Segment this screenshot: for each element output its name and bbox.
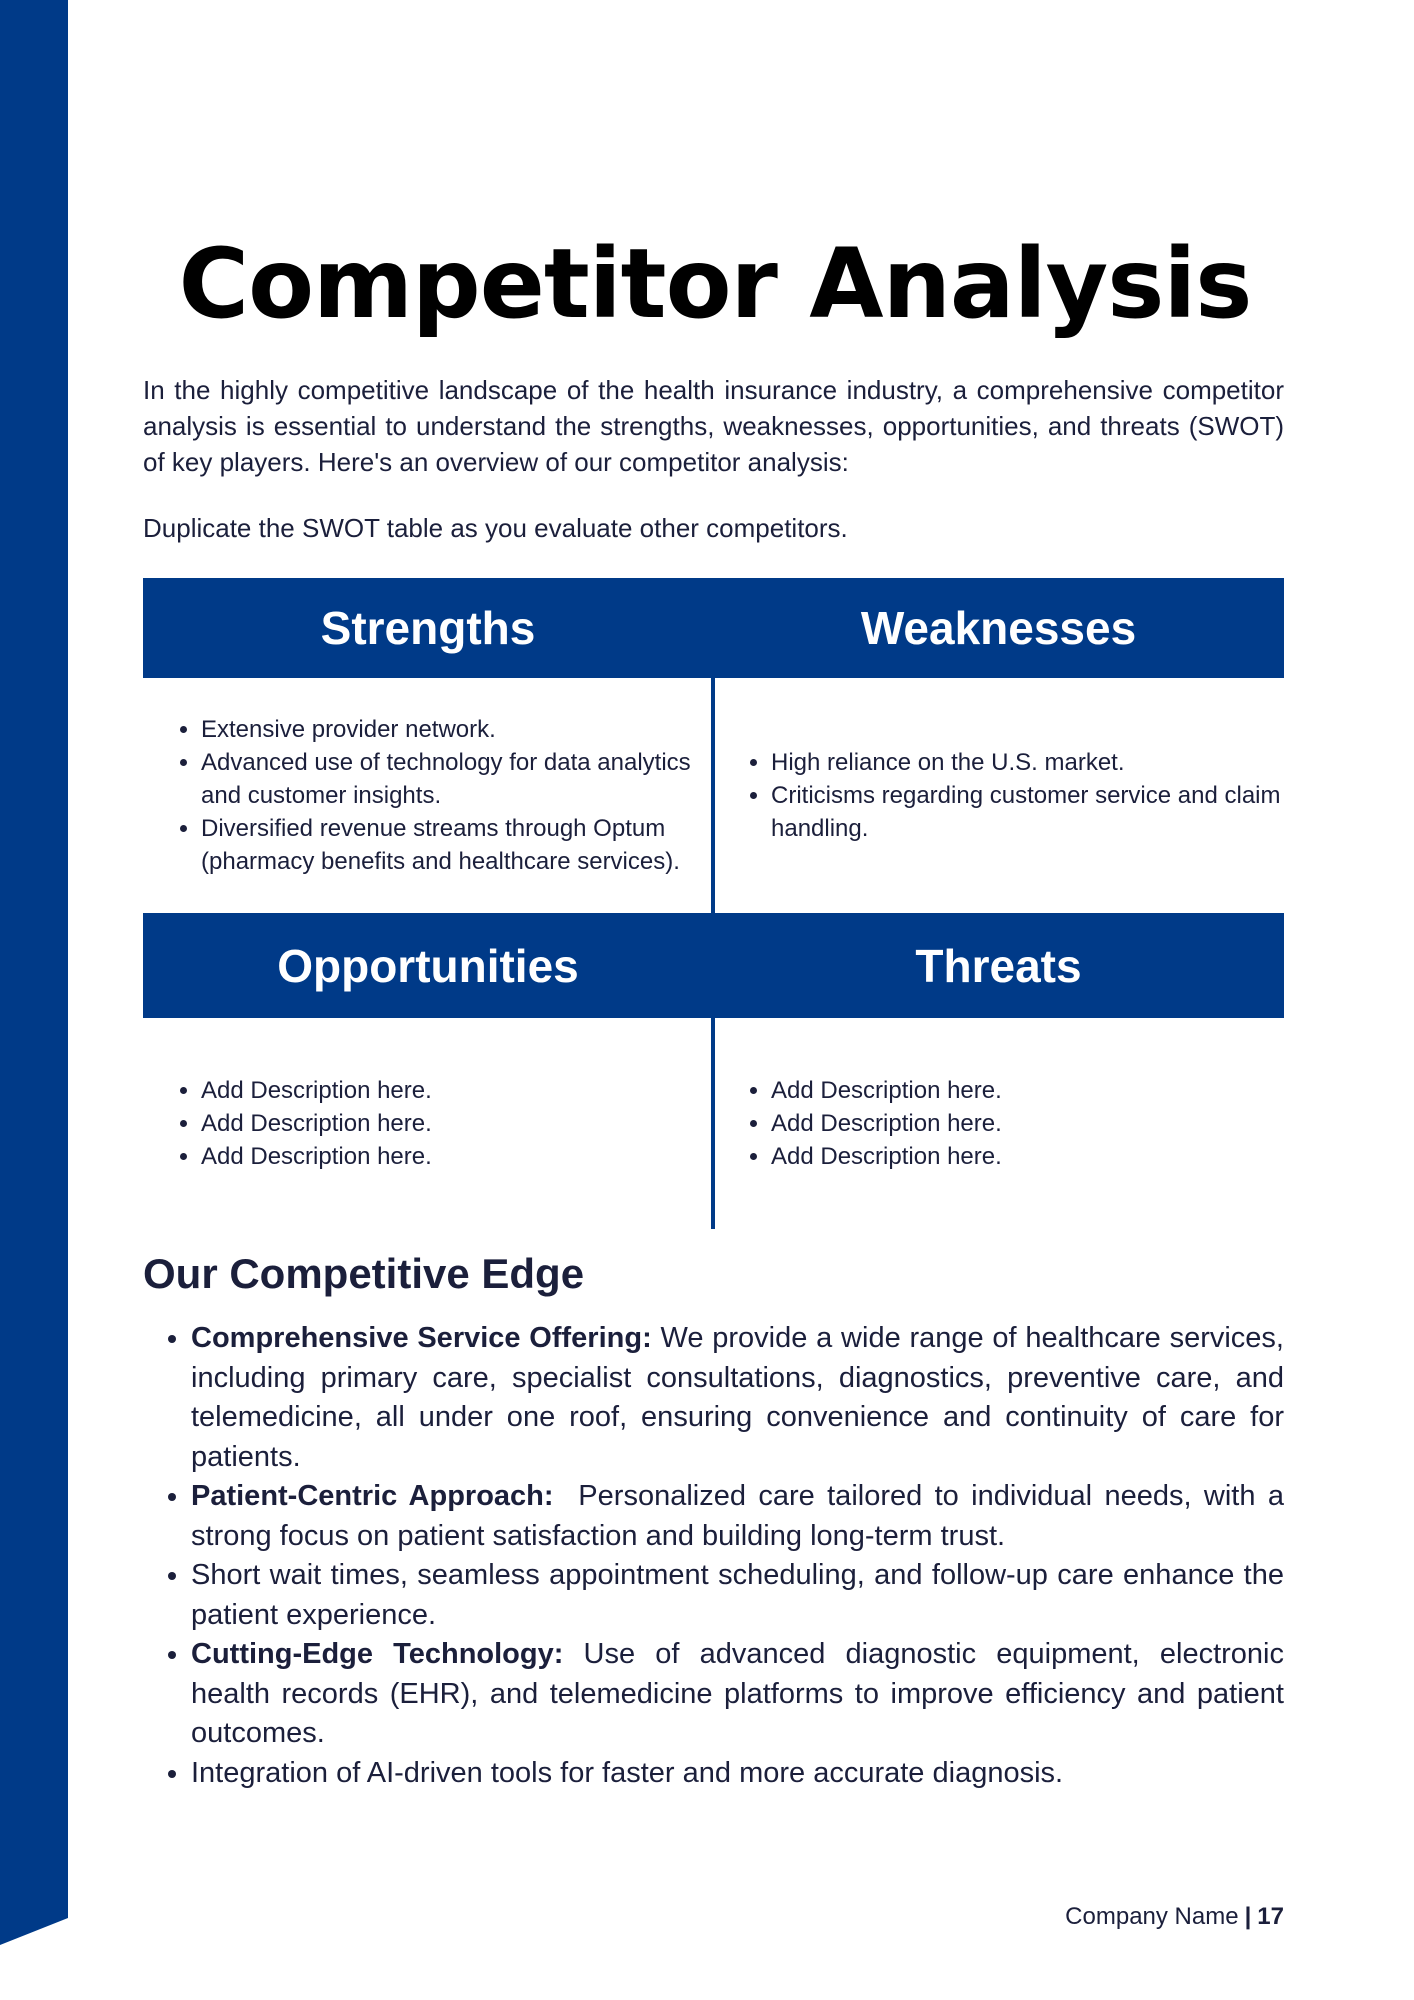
threats-item: • Add Description here. — [771, 1074, 1002, 1107]
edge-item — [191, 1477, 1293, 1556]
swot-divider-bottom — [711, 1018, 715, 1229]
opportunities-cell — [143, 1018, 713, 1229]
competitive-edge-heading: Our Competitive Edge — [143, 1250, 585, 1297]
strengths-item: • Extensive provider network. — [201, 713, 713, 746]
edge-item-label: Comprehensive Service Offering: — [191, 1322, 652, 1354]
edge-item-text: Short wait times, seamless appointment scheduling, and follow-up care enhance the patient experience. — [191, 1559, 1284, 1631]
edge-item — [191, 1635, 1284, 1754]
page-footer — [1065, 1902, 1284, 1932]
weaknesses-heading: Weaknesses — [860, 602, 1137, 654]
edge-item-label: Patient-Centric Approach: — [191, 1480, 554, 1512]
threats-cell — [713, 1018, 1284, 1229]
edge-item-text: Integration of AI-driven tools for faster and more accurate diagnosis. — [191, 1756, 1064, 1789]
opportunities-item: • Add Description here. — [201, 1074, 432, 1107]
strengths-item: • Diversified revenue streams through Optum (pharmacy benefits and healthcare services). — [201, 812, 713, 878]
threats-item: • Add Description here. — [771, 1107, 1002, 1140]
footer-separator: | — [1244, 1903, 1252, 1930]
threats-item: • Add Description here. — [771, 1140, 1002, 1173]
intro-paragraph: In the highly competitive landscape of the health insurance industry, a comprehensive competitor analysis is essential to understand the strengths, weaknesses, opportunities, and threats (SWOT) of key players. Here's an overview of our competitor analysis: — [143, 375, 1284, 477]
weaknesses-list — [713, 746, 1284, 845]
duplicate-note: Duplicate the SWOT table as you evaluate other competitors. — [143, 513, 848, 543]
weaknesses-cell — [713, 678, 1284, 913]
opportunities-item: • Add Description here. — [201, 1140, 432, 1173]
opportunities-heading: Opportunities — [277, 939, 579, 992]
footer-company-name: Company Name — [1065, 1903, 1239, 1930]
edge-item — [191, 1319, 1284, 1477]
threats-list — [713, 1074, 1002, 1173]
page-number: 17 — [1257, 1903, 1284, 1930]
strengths-cell — [143, 678, 713, 913]
swot-table — [143, 578, 1284, 1229]
strengths-list — [143, 713, 713, 878]
weaknesses-item: • Criticisms regarding customer service and claim handling. — [771, 779, 1284, 845]
edge-item-label: Cutting-Edge Technology: — [191, 1638, 564, 1670]
opportunities-header — [143, 913, 713, 1018]
competitive-edge-list — [143, 1319, 1293, 1793]
opportunities-item: • Add Description here. — [201, 1107, 432, 1140]
weaknesses-item: • High reliance on the U.S. market. — [771, 746, 1284, 779]
threats-heading: Threats — [915, 939, 1082, 992]
page-title: Competitor Analysis — [178, 228, 1252, 341]
swot-divider-top — [711, 678, 715, 913]
edge-item-text: Use of advanced diagnostic equipment, electronic health records (EHR), and telemedicine platforms to improve efficiency and patient outcomes. — [191, 1638, 1284, 1749]
weaknesses-header — [713, 578, 1284, 678]
edge-item — [191, 1556, 1284, 1635]
edge-item — [191, 1754, 1284, 1794]
edge-item-text: We provide a wide range of healthcare services, including primary care, specialist consultations, diagnostics, preventive care, and telemedicine, all under one roof, ensuring convenience and continuity of care for patients. — [191, 1322, 1284, 1473]
threats-header — [713, 913, 1284, 1018]
side-accent-band — [0, 0, 68, 2000]
edge-item-text: Personalized care tailored to individual needs, with a strong focus on patient satisfaction and building long-term trust. — [191, 1480, 1293, 1552]
strengths-item: • Advanced use of technology for data analytics and customer insights. — [201, 746, 713, 812]
opportunities-list — [143, 1074, 432, 1173]
strengths-header — [143, 578, 713, 678]
strengths-heading: Strengths — [320, 602, 536, 654]
